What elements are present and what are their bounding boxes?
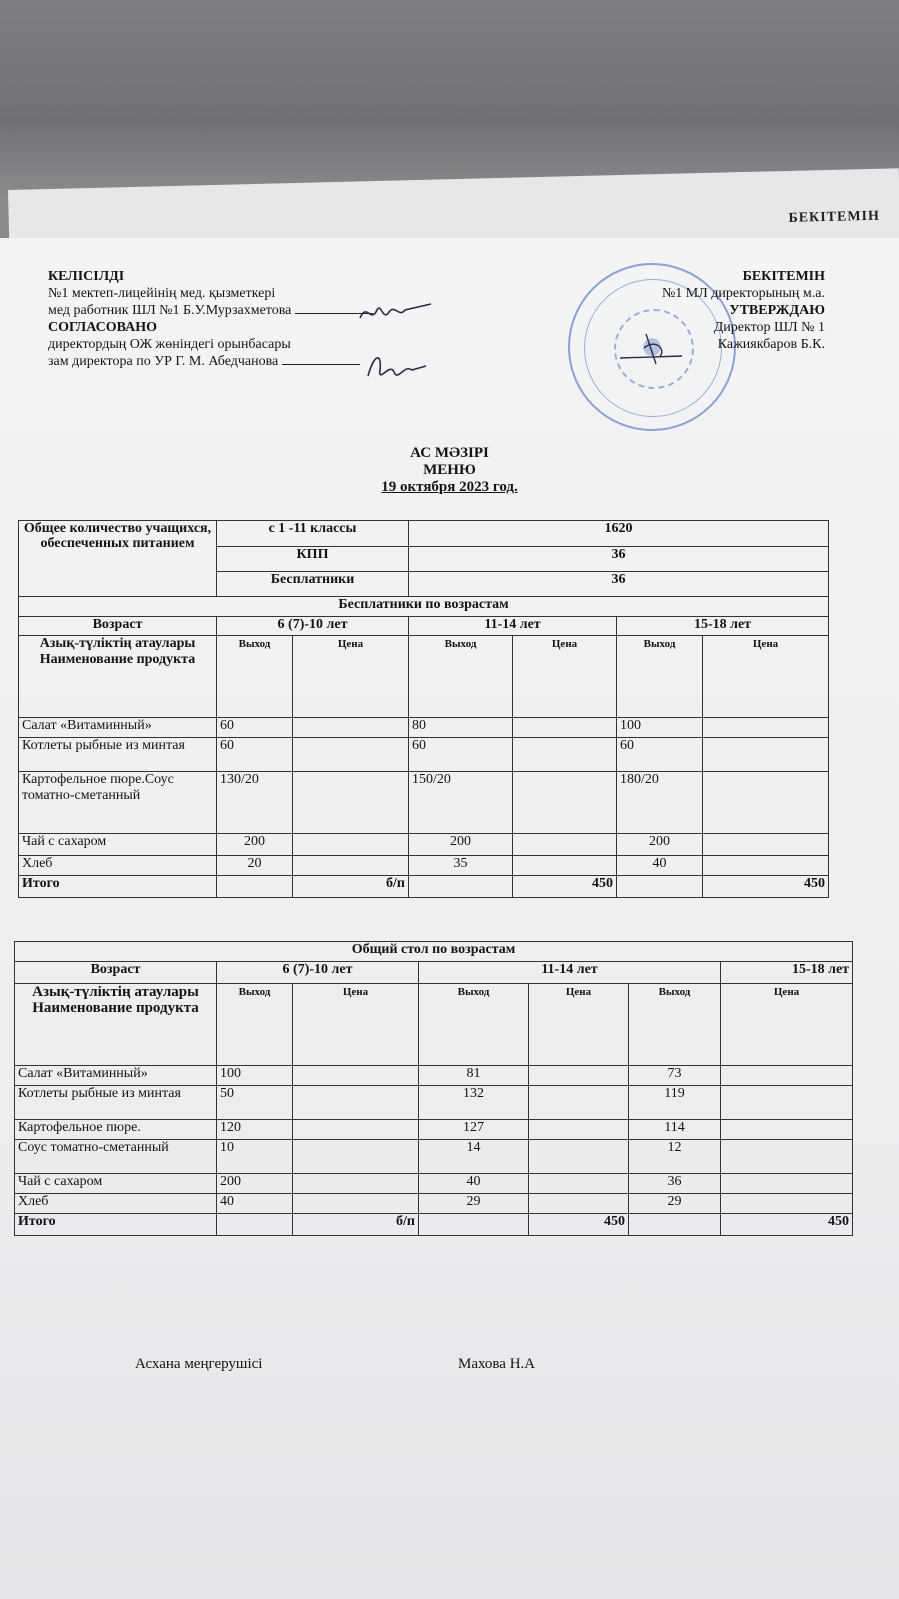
item-out: 10: [217, 1140, 293, 1174]
item-name: Хлеб: [19, 856, 217, 876]
item-out: 100: [617, 718, 703, 738]
item-out: 20: [217, 856, 293, 876]
item-name: Котлеты рыбные из минтая: [19, 738, 217, 772]
age-group-1: 6 (7)-10 лет: [217, 962, 419, 984]
table-row: [15, 1066, 853, 1086]
table-row: [19, 617, 829, 636]
canteen-head-label: Асхана меңгерушісі: [135, 1356, 263, 1372]
col-price: Цена: [721, 984, 853, 1066]
age-group-3: 15-18 лет: [617, 617, 829, 636]
item-out: 36: [629, 1174, 721, 1194]
table-row: [15, 962, 853, 984]
item-out: 119: [629, 1086, 721, 1120]
free-value: 36: [409, 572, 829, 597]
title-kz: АС МӘЗІРІ: [410, 445, 489, 461]
item-out: 50: [217, 1086, 293, 1120]
table-row: [19, 772, 829, 834]
title-ru: МЕНЮ: [423, 462, 476, 478]
item-out: 200: [409, 834, 513, 856]
item-out: 12: [629, 1140, 721, 1174]
col-out: Выход: [629, 984, 721, 1066]
col-price: Цена: [293, 984, 419, 1066]
age-group-3: 15-18 лет: [721, 962, 853, 984]
back-sheet-text: БЕКІТЕМІН: [788, 208, 881, 226]
total-price-1: б/п: [293, 876, 409, 898]
item-out: 60: [217, 738, 293, 772]
col-out: Выход: [419, 984, 529, 1066]
table-row: [15, 1174, 853, 1194]
item-name: Чай с сахаром: [19, 834, 217, 856]
age-group-2: 11-14 лет: [409, 617, 617, 636]
total-price-2: 450: [529, 1214, 629, 1236]
table-row: [19, 834, 829, 856]
total-price-1: б/п: [293, 1214, 419, 1236]
total-price-3: 450: [703, 876, 829, 898]
item-out: 40: [617, 856, 703, 876]
item-out: 114: [629, 1120, 721, 1140]
item-out: 200: [617, 834, 703, 856]
item-out: 40: [217, 1194, 293, 1214]
item-out: 127: [419, 1120, 529, 1140]
director-ru: Директор ШЛ № 1: [713, 320, 825, 335]
table-row: [19, 636, 829, 718]
title-date: 19 октября 2023 год.: [381, 479, 518, 495]
item-out: 29: [629, 1194, 721, 1214]
menu-document: [0, 238, 899, 1599]
item-out: 73: [629, 1066, 721, 1086]
general-table: [14, 941, 853, 1236]
med-worker-ru: мед работник ШЛ №1 Б.У.Мурзахметова: [48, 302, 373, 319]
item-out: 132: [419, 1086, 529, 1120]
item-name: Соус томатно-сметанный: [15, 1140, 217, 1174]
item-out: 200: [217, 834, 293, 856]
signature-med-icon: [355, 296, 435, 328]
total-price-2: 450: [513, 876, 617, 898]
deputy-ru: зам директора по УР Г. М. Абедчанова: [48, 353, 373, 370]
table-row: [19, 521, 829, 547]
item-out: 130/20: [217, 772, 293, 834]
total-students-label: Общее количество учащихся, обеспеченных питанием: [19, 521, 217, 597]
item-name: Чай с сахаром: [15, 1174, 217, 1194]
grades-value: 1620: [409, 521, 829, 547]
free-meals-table: [18, 520, 829, 898]
product-header: Азық-түліктің атаулары Наименование продукта: [15, 984, 217, 1066]
section-title: Общий стол по возрастам: [15, 942, 853, 962]
director-kz: №1 МЛ директорының м.а.: [661, 286, 825, 301]
item-name: Котлеты рыбные из минтая: [15, 1086, 217, 1120]
item-out: 120: [217, 1120, 293, 1140]
item-out: 60: [217, 718, 293, 738]
grades-label: с 1 -11 классы: [217, 521, 409, 547]
item-out: 35: [409, 856, 513, 876]
table-row: [15, 1120, 853, 1140]
item-out: 180/20: [617, 772, 703, 834]
col-price: Цена: [513, 636, 617, 718]
item-out: 60: [617, 738, 703, 772]
age-label: Возраст: [15, 962, 217, 984]
item-name: Салат «Витаминный»: [19, 718, 217, 738]
age-label: Возраст: [19, 617, 217, 636]
age-group-1: 6 (7)-10 лет: [217, 617, 409, 636]
deputy-kz: директордың ОЖ жөніндегі орынбасары: [48, 337, 291, 352]
agreed-kz: КЕЛІСІЛДІ: [48, 269, 125, 284]
col-price: Цена: [529, 984, 629, 1066]
col-out: Выход: [617, 636, 703, 718]
kpp-value: 36: [409, 547, 829, 572]
item-out: 150/20: [409, 772, 513, 834]
col-out: Выход: [217, 636, 293, 718]
table-row: [15, 1140, 853, 1174]
agreed-ru: СОГЛАСОВАНО: [48, 320, 157, 335]
table-row: [15, 984, 853, 1066]
item-out: 40: [419, 1174, 529, 1194]
kpp-label: КПП: [217, 547, 409, 572]
header-left-block: [48, 268, 373, 370]
table-row: [15, 1194, 853, 1214]
total-price-3: 450: [721, 1214, 853, 1236]
item-out: 14: [419, 1140, 529, 1174]
approve-ru: УТВЕРЖДАЮ: [729, 303, 825, 318]
table-row: [19, 718, 829, 738]
approve-kz: БЕКІТЕМІН: [742, 269, 825, 284]
table-row: [19, 876, 829, 898]
canteen-head-name: Махова Н.А: [458, 1356, 536, 1372]
item-out: 80: [409, 718, 513, 738]
item-out: 200: [217, 1174, 293, 1194]
item-name: Хлеб: [15, 1194, 217, 1214]
table-row: [19, 738, 829, 772]
section-title: Бесплатники по возрастам: [19, 597, 829, 617]
col-price: Цена: [703, 636, 829, 718]
col-out: Выход: [217, 984, 293, 1066]
col-price: Цена: [293, 636, 409, 718]
med-worker-kz: №1 мектеп-лицейінің мед. қызметкері: [48, 286, 276, 301]
total-label: Итого: [15, 1214, 217, 1236]
item-out: 60: [409, 738, 513, 772]
item-name: Картофельное пюре.Соус томатно-сметанный: [19, 772, 217, 834]
table-row: [15, 1086, 853, 1120]
director-name: Кажиякбаров Б.К.: [717, 337, 825, 352]
item-name: Картофельное пюре.: [15, 1120, 217, 1140]
signature-director-icon: [616, 328, 686, 368]
header-right-block: [662, 268, 825, 353]
signature-deputy-icon: [360, 346, 430, 390]
item-name: Салат «Витаминный»: [15, 1066, 217, 1086]
product-header: Азық-түліктің атаулары Наименование продукта: [19, 636, 217, 718]
item-out: 29: [419, 1194, 529, 1214]
total-label: Итого: [19, 876, 217, 898]
table-row: [15, 942, 853, 962]
table-row: [19, 597, 829, 617]
item-out: 81: [419, 1066, 529, 1086]
table-row: [19, 856, 829, 876]
item-out: 100: [217, 1066, 293, 1086]
free-label: Бесплатники: [217, 572, 409, 597]
age-group-2: 11-14 лет: [419, 962, 721, 984]
col-out: Выход: [409, 636, 513, 718]
table-row: [15, 1214, 853, 1236]
